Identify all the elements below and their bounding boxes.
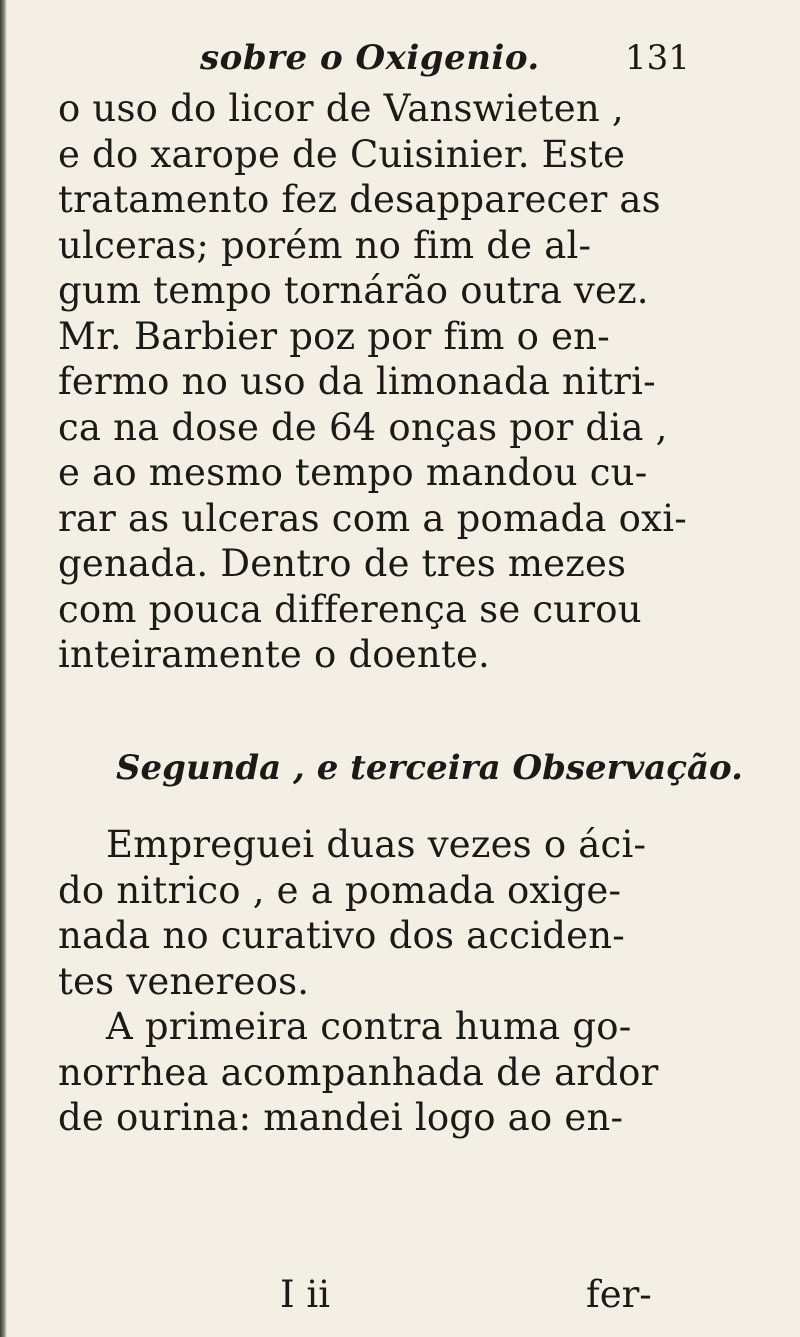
text-line: inteiramente o doente. <box>58 633 490 676</box>
text-line: e ao mesmo tempo mandou cu- <box>58 451 648 494</box>
text-line: do nitrico , e a pomada oxige- <box>58 868 622 912</box>
text-line: rar as ulceras com a pomada oxi- <box>58 496 687 540</box>
text-line: Mr. Barbier poz por fim o en- <box>58 314 610 358</box>
page-binding-edge <box>0 0 7 1337</box>
running-head-title: sobre o Oxigenio. <box>200 38 540 78</box>
signature-mark: I ii <box>280 1273 331 1316</box>
text-line: e do xarope de Cuisinier. Este <box>58 132 626 176</box>
text-line: ca na dose de 64 onças por dia , <box>58 405 668 449</box>
text-line: de ourina: mandei logo ao en- <box>58 1096 624 1139</box>
catchword: fer- <box>586 1273 652 1316</box>
text-line: tratamento fez desapparecer as <box>58 178 661 221</box>
text-line: nada no curativo dos acciden- <box>58 914 625 957</box>
text-line: gum tempo tornárão outra vez. <box>58 269 649 312</box>
paragraph-2-and-3 <box>58 822 758 1141</box>
page-number: 131 <box>625 38 690 78</box>
running-head <box>0 38 800 88</box>
text-line: fermo no uso da limonada nitri- <box>58 360 656 403</box>
paragraph-1 <box>58 86 758 678</box>
text-line: Empreguei duas vezes o áci- <box>106 823 647 866</box>
text-line: genada. Dentro de tres mezes <box>58 542 627 585</box>
text-line: ulceras; porém no fim de al- <box>58 223 592 267</box>
text-line: o uso do licor de Vanswieten , <box>58 87 624 130</box>
text-line: A primeira contra huma go- <box>106 1005 632 1048</box>
section-heading: Segunda , e terceira Observação. <box>116 748 743 788</box>
text-line: com pouca differença se curou <box>58 587 642 631</box>
text-line: norrhea acompanhada de ardor <box>58 1050 659 1094</box>
text-line: tes venereos. <box>58 959 310 1003</box>
